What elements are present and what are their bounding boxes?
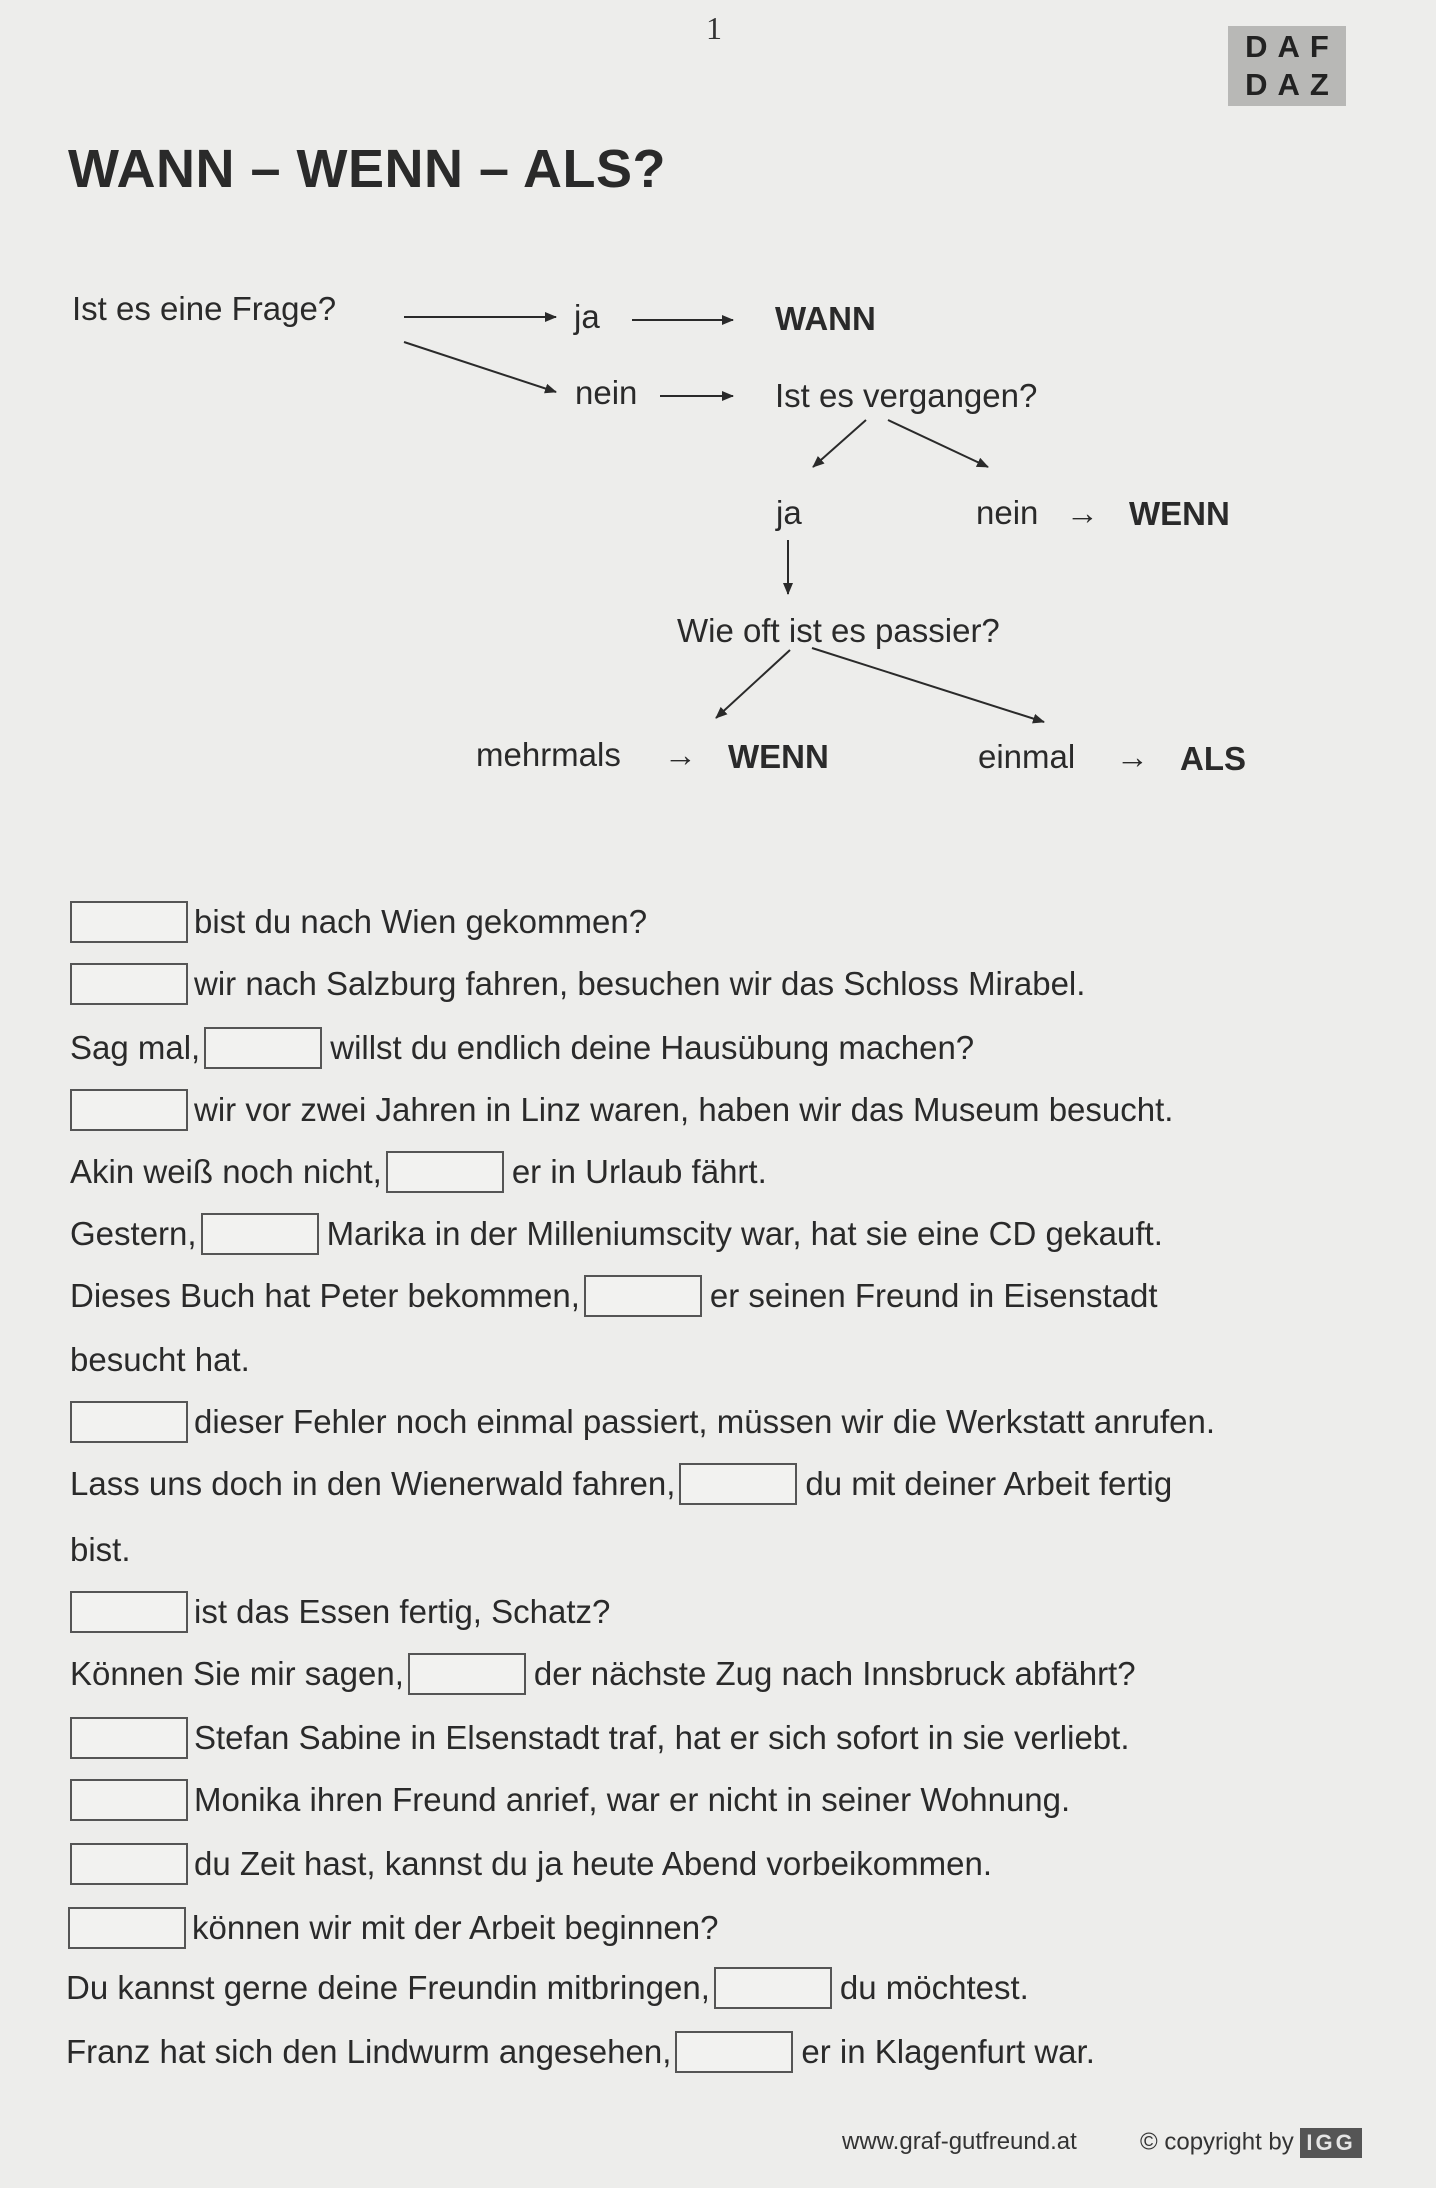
answer-box-3[interactable] [204,1027,322,1069]
answer-box-16[interactable] [714,1967,832,2009]
answer-box-11[interactable] [408,1653,526,1695]
footer-copyright [1140,2128,1362,2158]
answer-box-15[interactable] [68,1907,186,1949]
exercise-line-5: Akin weiß noch nicht, er in Urlaub fährt. [70,1150,767,1197]
flow-how-often: Wie oft ist es passier? [677,612,1000,649]
exercise-line-17: Franz hat sich den Lindwurm angesehen, er in Klagenfurt war. [66,2030,1095,2077]
igg-logo: IGG [1300,2128,1361,2158]
logo-line-1: DAF [1245,29,1339,64]
flow-past-question: Ist es vergangen? [775,377,1038,414]
flow-wann: WANN [775,300,876,337]
flow-once: einmal [978,738,1076,775]
flow-question: Ist es eine Frage? [72,290,337,327]
flow-arrow-several: → [664,736,697,773]
exercise-line-7-continuation: besucht hat. [70,1341,250,1378]
flow-no-2: nein [976,494,1039,531]
logo-line-2: DAZ [1245,67,1339,102]
exercise-line-4: wir vor zwei Jahren in Linz waren, haben wir das Museum besucht. [70,1088,1173,1135]
flow-als: ALS [1180,740,1246,777]
flow-no-1: nein [575,374,638,411]
answer-box-9[interactable] [679,1463,797,1505]
exercise-line-16: Du kannst gerne deine Freundin mitbringen, du möchtest. [66,1966,1029,2013]
exercise-line-7: Dieses Buch hat Peter bekommen, er seinen Freund in Eisenstadt [70,1274,1158,1321]
copyright-text: © copyright by [1140,2128,1294,2156]
page-number: 1 [706,10,722,46]
answer-box-7[interactable] [584,1275,702,1317]
arrow-how-often-to-once [812,648,1044,722]
exercise-line-8: dieser Fehler noch einmal passiert, müssen wir die Werkstatt anrufen. [70,1400,1215,1447]
decision-diagram [0,0,1436,820]
answer-box-2[interactable] [70,963,188,1005]
flow-arrow-no-2: → [1066,494,1099,531]
exercise-line-1: bist du nach Wien gekommen? [70,900,647,947]
flow-wenn-2: WENN [728,738,829,775]
exercise-line-3: Sag mal, willst du endlich deine Hausübung machen? [70,1026,974,1073]
arrow-how-often-to-several [716,650,790,718]
flow-yes-2: ja [776,494,802,531]
answer-box-4[interactable] [70,1089,188,1131]
flow-arrow-once: → [1116,738,1149,775]
answer-box-1[interactable] [70,901,188,943]
answer-box-6[interactable] [201,1213,319,1255]
flow-yes-1: ja [574,298,600,335]
answer-box-14[interactable] [70,1843,188,1885]
arrow-past-to-no [888,420,988,467]
answer-box-13[interactable] [70,1779,188,1821]
answer-box-17[interactable] [675,2031,793,2073]
flow-several: mehrmals [476,736,621,773]
exercise-line-2: wir nach Salzburg fahren, besuchen wir das Schloss Mirabel. [70,962,1085,1009]
answer-box-10[interactable] [70,1591,188,1633]
footer-website[interactable]: www.graf-gutfreund.at [842,2128,1077,2155]
answer-box-8[interactable] [70,1401,188,1443]
page-title: WANN – WENN – ALS? [68,139,667,199]
exercise-line-9: Lass uns doch in den Wienerwald fahren, du mit deiner Arbeit fertig [70,1462,1172,1509]
exercise-line-15: können wir mit der Arbeit beginnen? [68,1906,719,1953]
exercise-line-13: Monika ihren Freund anrief, war er nicht in seiner Wohnung. [70,1778,1070,1825]
exercise-line-14: du Zeit hast, kannst du ja heute Abend vorbeikommen. [70,1842,992,1889]
arrow-past-to-yes [813,420,866,467]
answer-box-5[interactable] [386,1151,504,1193]
flow-wenn-1: WENN [1129,495,1230,532]
exercise-line-6: Gestern, Marika in der Milleniumscity war, hat sie eine CD gekauft. [70,1212,1163,1259]
exercise-line-12: Stefan Sabine in Elsenstadt traf, hat er sich sofort in sie verliebt. [70,1716,1130,1763]
answer-box-12[interactable] [70,1717,188,1759]
exercise-line-9-continuation: bist. [70,1531,131,1568]
arrow-question-to-no [404,342,556,392]
exercise-line-11: Können Sie mir sagen, der nächste Zug nach Innsbruck abfährt? [70,1652,1136,1699]
exercise-line-10: ist das Essen fertig, Schatz? [70,1590,610,1637]
